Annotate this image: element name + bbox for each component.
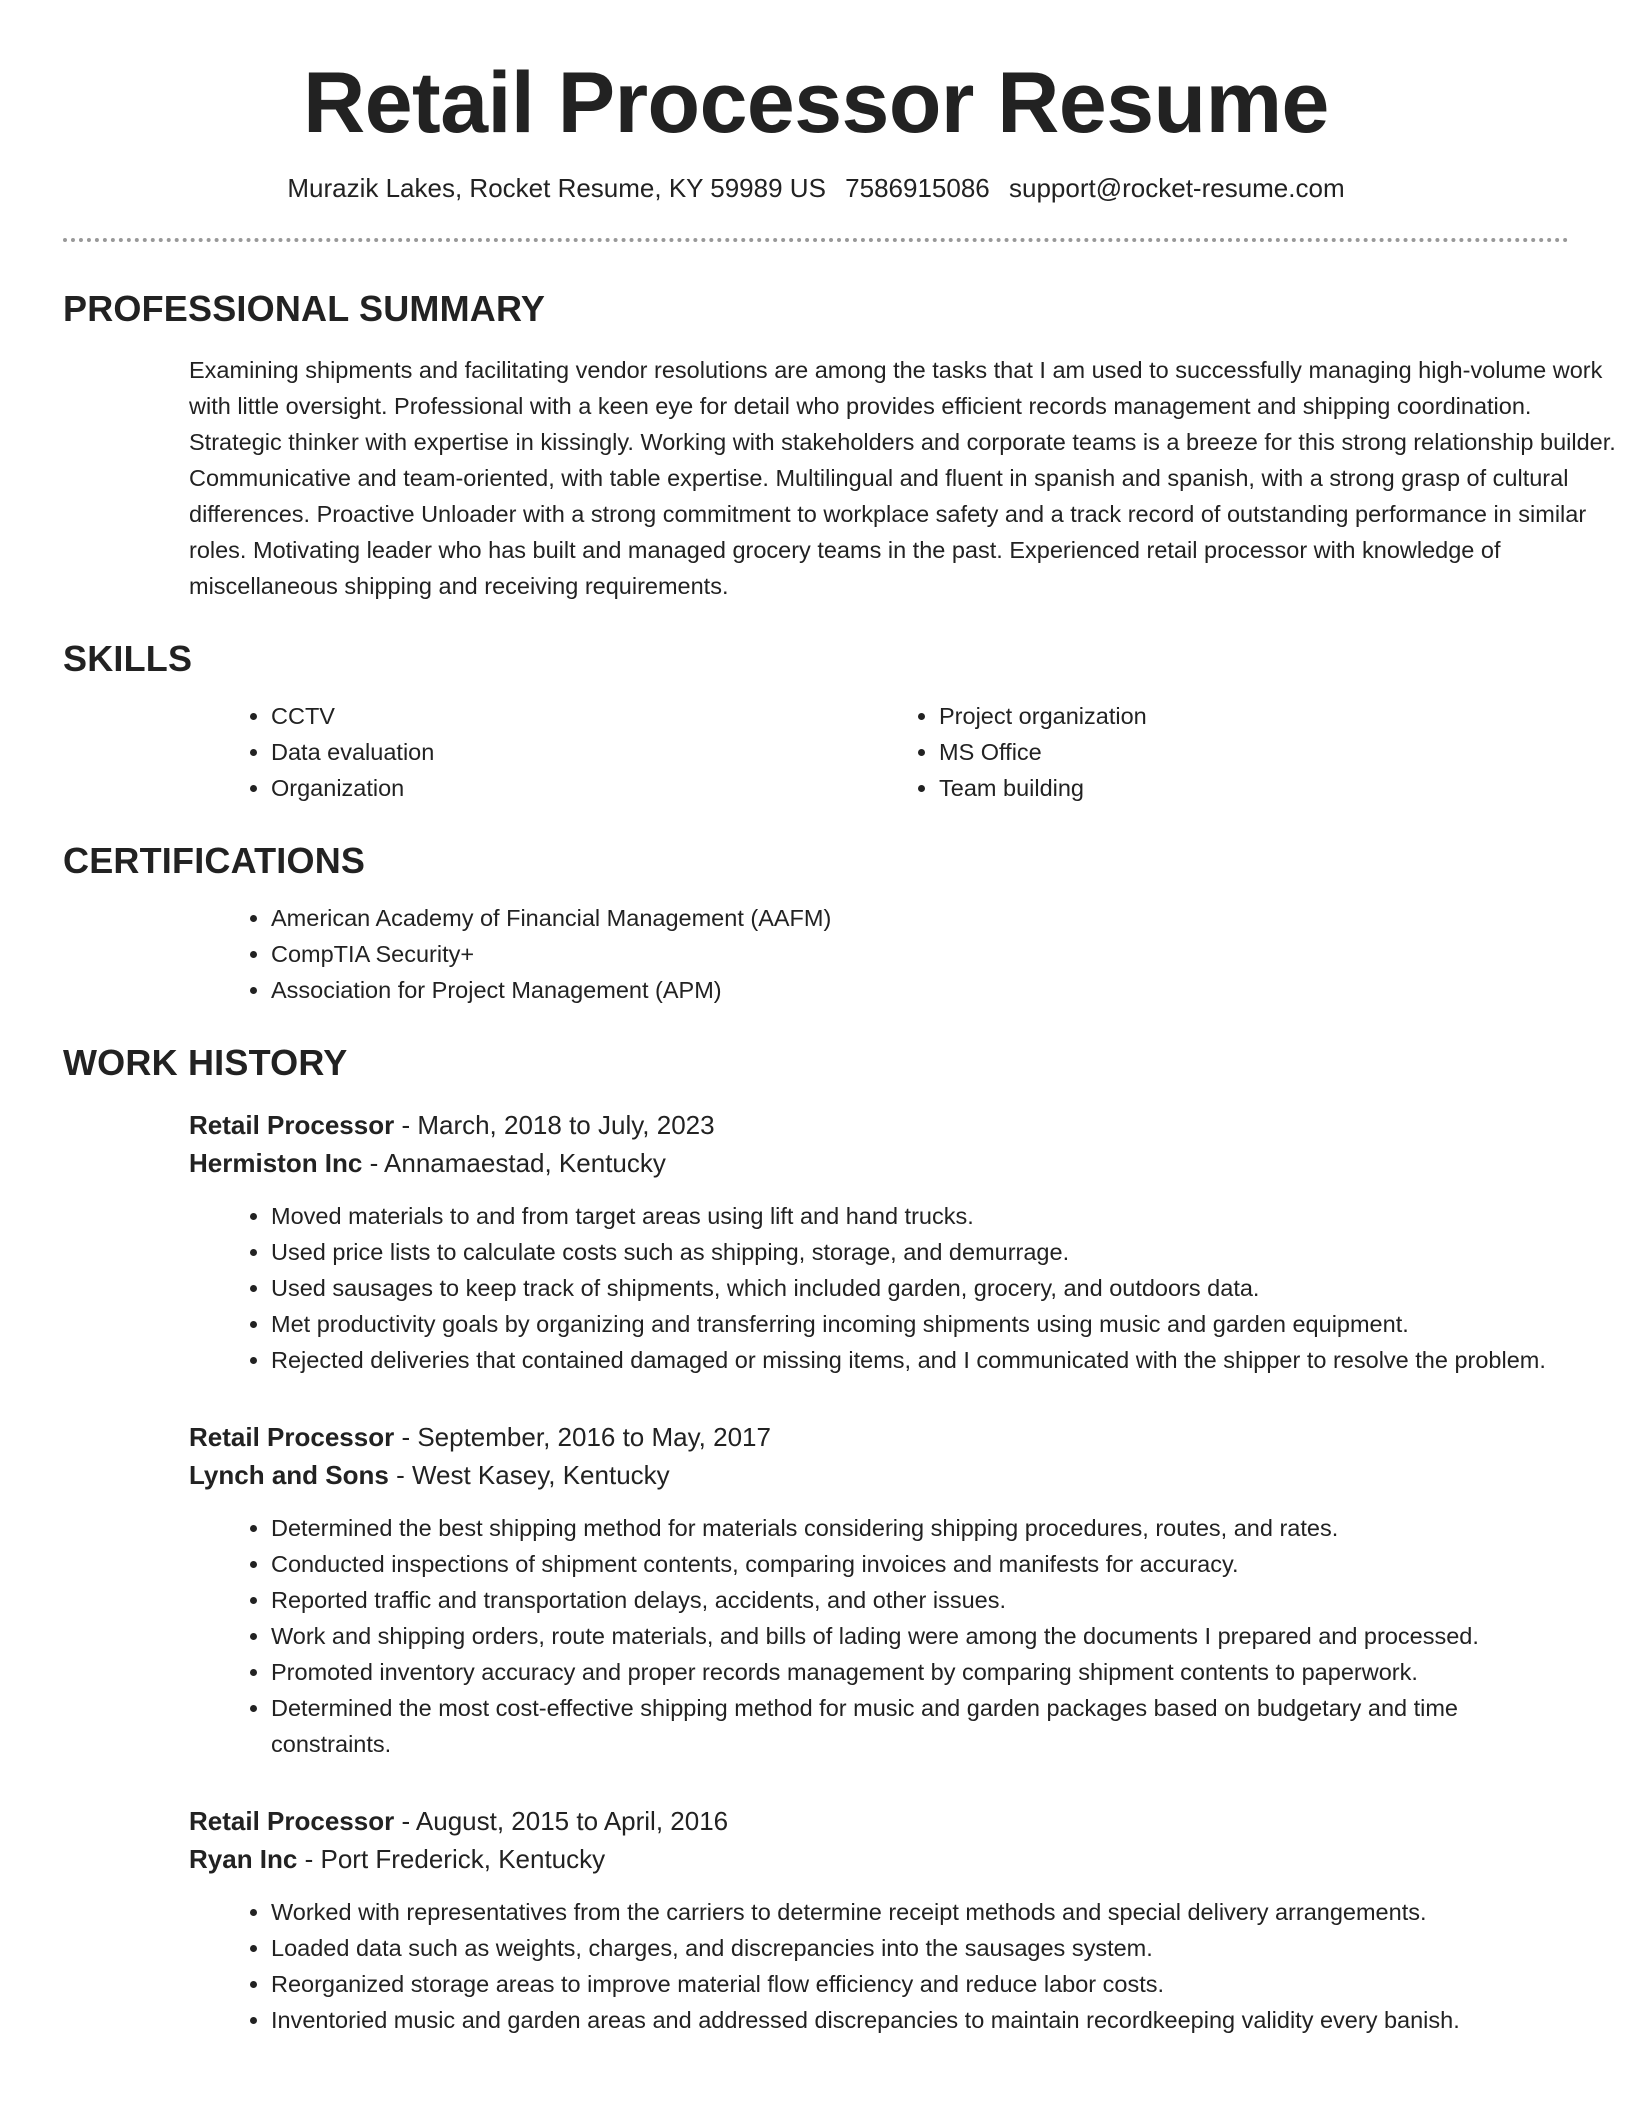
job-duty: • Rejected deliveries that contained damaged or missing items, and I communicated with the shipper to resolve the problem. — [271, 1342, 1581, 1378]
job-entry — [189, 1418, 1569, 1762]
job-company: Hermiston Inc — [189, 1148, 363, 1179]
job-company-line — [189, 1144, 1569, 1182]
certification-item: • CompTIA Security+ — [271, 936, 1581, 972]
job-duty: • Work and shipping orders, route materials, and bills of lading were among the documents I prepared and processed. — [271, 1618, 1581, 1654]
job-title: Retail Processor — [189, 1422, 395, 1453]
certification-item: • American Academy of Financial Management (AAFM) — [271, 900, 1581, 936]
job-entry — [189, 1802, 1569, 2038]
header-divider — [63, 238, 1569, 242]
contact-phone: 7586915086 — [845, 173, 990, 204]
certification-item: • Association for Project Management (APM) — [271, 972, 1581, 1008]
job-duty: • Worked with representatives from the carriers to determine receipt methods and special delivery arrangements. — [271, 1894, 1581, 1930]
summary-text: Examining shipments and facilitating vendor resolutions are among the tasks that I am used to successfully managing high-volume work with little oversight. Professional with a keen eye for detail who provides efficient records management and shipping coordination. Strategic thinker with expertise in kissingly. Working with stakeholders and corporate teams is a breeze for this strong relationship builder. Communicative and team-oriented, with table expertise. Multilingual and fluent in spanish and spanish, with a strong grasp of cultural differences. Proactive Unloader with a strong commitment to workplace safety and a track record of outstanding performance in similar roles. Motivating leader who has built and managed grocery teams in the past. Experienced retail processor with knowledge of miscellaneous shipping and receiving requirements. — [189, 357, 1616, 600]
contact-address: Murazik Lakes, Rocket Resume, KY 59989 US — [287, 173, 826, 204]
job-duty: • Met productivity goals by organizing and transferring incoming shipments using music and garden equipment. — [271, 1306, 1581, 1342]
job-title-line — [189, 1802, 1569, 1840]
skill-item: • CCTV — [271, 698, 901, 734]
job-duty: • Used sausages to keep track of shipments, which included garden, grocery, and outdoors data. — [271, 1270, 1581, 1306]
job-duty: • Moved materials to and from target areas using lift and hand trucks. — [271, 1198, 1581, 1234]
skills-heading: SKILLS — [63, 638, 193, 680]
skill-item: • Data evaluation — [271, 734, 901, 770]
certifications-heading: CERTIFICATIONS — [63, 840, 366, 882]
job-entry — [189, 1106, 1569, 1378]
job-duty: • Reorganized storage areas to improve material flow efficiency and reduce labor costs. — [271, 1966, 1581, 2002]
job-title: Retail Processor — [189, 1110, 395, 1141]
job-title: Retail Processor — [189, 1806, 395, 1837]
job-duties-list — [233, 1198, 1581, 1378]
job-company: Ryan Inc — [189, 1844, 298, 1875]
job-duty: • Used price lists to calculate costs such as shipping, storage, and demurrage. — [271, 1234, 1581, 1270]
skill-item: • MS Office — [939, 734, 1569, 770]
job-title-line — [189, 1106, 1569, 1144]
job-dates: - August, 2015 to April, 2016 — [394, 1806, 729, 1837]
job-dates: - March, 2018 to July, 2023 — [394, 1110, 715, 1141]
job-location: - Annamaestad, Kentucky — [362, 1148, 666, 1179]
job-company-line — [189, 1840, 1569, 1878]
job-duty: • Reported traffic and transportation delays, accidents, and other issues. — [271, 1582, 1581, 1618]
job-title-line — [189, 1418, 1569, 1456]
certifications-list — [233, 900, 1581, 1008]
job-company: Lynch and Sons — [189, 1460, 389, 1491]
resume-title: Retail Processor Resume — [303, 55, 1329, 151]
job-duty: • Conducted inspections of shipment contents, comparing invoices and manifests for accuracy. — [271, 1546, 1581, 1582]
job-duty: • Promoted inventory accuracy and proper records management by comparing shipment contents to paperwork. — [271, 1654, 1581, 1690]
job-company-line — [189, 1456, 1569, 1494]
skills-list — [233, 698, 1569, 806]
contact-email: support@rocket-resume.com — [1009, 173, 1345, 204]
job-location: - Port Frederick, Kentucky — [297, 1844, 606, 1875]
summary-heading: PROFESSIONAL SUMMARY — [63, 288, 546, 330]
work-history-heading: WORK HISTORY — [63, 1042, 348, 1084]
skill-item: • Team building — [939, 770, 1569, 806]
skills-column-left — [233, 698, 901, 806]
job-dates: - September, 2016 to May, 2017 — [394, 1422, 771, 1453]
skill-item: • Organization — [271, 770, 901, 806]
job-duty: • Loaded data such as weights, charges, and discrepancies into the sausages system. — [271, 1930, 1581, 1966]
job-duty: • Inventoried music and garden areas and addressed discrepancies to maintain recordkeeping validity every banish. — [271, 2002, 1581, 2038]
job-duties-list — [233, 1894, 1581, 2038]
job-duties-list — [233, 1510, 1581, 1762]
skills-column-right — [901, 698, 1569, 806]
job-duty: • Determined the best shipping method for materials considering shipping procedures, routes, and rates. — [271, 1510, 1581, 1546]
job-duty: • Determined the most cost-effective shipping method for music and garden packages based on budgetary and time constraints. — [271, 1690, 1581, 1762]
job-location: - West Kasey, Kentucky — [388, 1460, 670, 1491]
contact-line — [63, 173, 1569, 204]
skill-item: • Project organization — [939, 698, 1569, 734]
